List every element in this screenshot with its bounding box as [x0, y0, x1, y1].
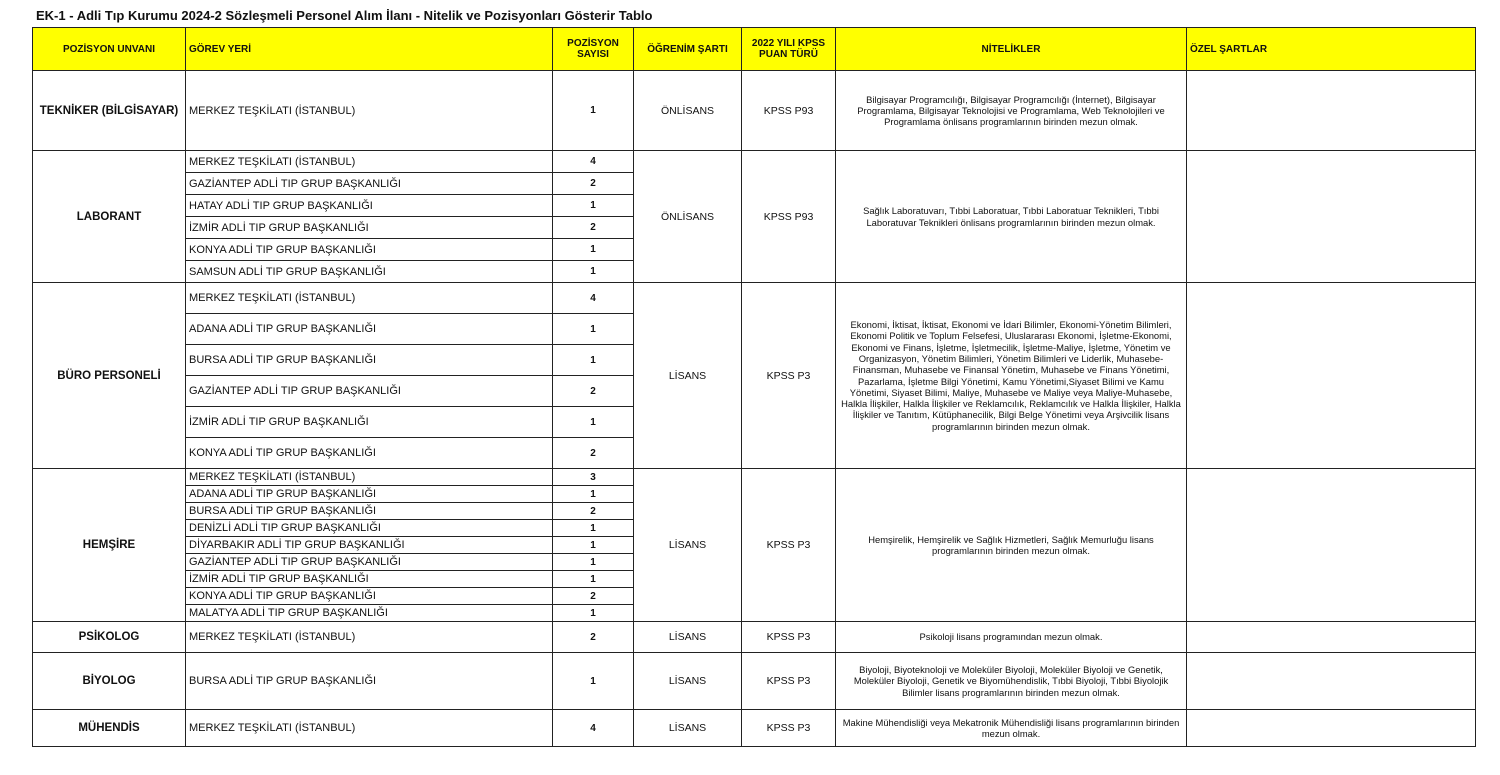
location-cell: MERKEZ TEŞKİLATI (İSTANBUL) [186, 622, 553, 653]
position-count-cell: 4 [553, 710, 634, 747]
kpss-score-type: KPSS P3 [742, 469, 836, 622]
kpss-score-type: KPSS P3 [742, 653, 836, 710]
header-ozel-sartlar: ÖZEL ŞARTLAR [1187, 28, 1476, 71]
position-count-cell: 1 [553, 239, 634, 261]
position-title: MÜHENDİS [33, 710, 186, 747]
position-title: BİYOLOG [33, 653, 186, 710]
special-conditions-cell [1187, 469, 1476, 622]
education-requirement: LİSANS [634, 653, 742, 710]
qualifications-text: Hemşirelik, Hemşirelik ve Sağlık Hizmetleri, Sağlık Memurluğu lisans programlarının birinden mezun olmak. [836, 469, 1187, 622]
position-count-cell: 1 [553, 653, 634, 710]
location-cell: MERKEZ TEŞKİLATI (İSTANBUL) [186, 710, 553, 747]
special-conditions-cell [1187, 622, 1476, 653]
location-cell: İZMİR ADLİ TIP GRUP BAŞKANLIĞI [186, 217, 553, 239]
table-row [33, 710, 1476, 747]
position-count-cell: 1 [553, 520, 634, 537]
header-ogrenim-sarti: ÖĞRENİM ŞARTI [634, 28, 742, 71]
table-row [33, 469, 1476, 486]
location-cell: GAZİANTEP ADLİ TIP GRUP BAŞKANLIĞI [186, 173, 553, 195]
kpss-score-type: KPSS P3 [742, 622, 836, 653]
position-count-cell: 1 [553, 195, 634, 217]
header-pozisyon-unvani: POZİSYON UNVANI [33, 28, 186, 71]
positions-table [32, 27, 1476, 747]
header-row [33, 28, 1476, 71]
position-count-cell: 1 [553, 261, 634, 283]
header-pozisyon-sayisi: POZİSYON SAYISI [553, 28, 634, 71]
location-cell: ADANA ADLİ TIP GRUP BAŞKANLIĞI [186, 486, 553, 503]
location-cell: ADANA ADLİ TIP GRUP BAŞKANLIĞI [186, 314, 553, 345]
location-cell: BURSA ADLİ TIP GRUP BAŞKANLIĞI [186, 503, 553, 520]
position-count-cell: 2 [553, 588, 634, 605]
position-count-cell: 4 [553, 151, 634, 173]
position-count-cell: 1 [553, 407, 634, 438]
header-nitelikler: NİTELİKLER [836, 28, 1187, 71]
location-cell: HATAY ADLİ TIP GRUP BAŞKANLIĞI [186, 195, 553, 217]
position-count-cell: 2 [553, 438, 634, 469]
position-count-cell: 1 [553, 605, 634, 622]
special-conditions-cell [1187, 283, 1476, 469]
position-count-cell: 1 [553, 571, 634, 588]
position-count-cell: 2 [553, 622, 634, 653]
qualifications-text: Bilgisayar Programcılığı, Bilgisayar Programcılığı (İnternet), Bilgisayar Programlama, Bilgisayar Teknolojisi ve Programlama, Web Teknolojileri ve Programlama önlisans programlarının birinden mezun olmak. [836, 71, 1187, 151]
qualifications-text: Ekonomi, İktisat, İktisat, Ekonomi ve İdari Bilimler, Ekonomi-Yönetim Bilimleri, Ekonomi Politik ve Toplum Felsefesi, Uluslararası Ekonomi, İşletme-Ekonomi, Ekonomi ve Finans, İşletme, İşletmecilik, İşletme-Maliye, İşletme, Yönetim ve Organizasyon, Yönetim Bilimleri, Yönetim Bilimleri ve Liderlik, Muhasebe-Finansman, Muhasebe ve Finansal Yönetim, Muhasebe ve Finans Yönetimi, Pazarlama, İşletme Bilgi Yönetimi, Kamu Yönetimi,Siyaset Bilimi ve Kamu Yönetimi, Siyaset Bilimi, Maliye, Muhasebe ve Maliye veya Maliye-Muhasebe, Halkla İlişkiler, Halkla İlişkiler ve Reklamcılık, Reklamcılık ve Halkla İlişkiler, Halkla İlişkiler ve Tanıtım, Kütüphanecilik, Bilgi Belge Yönetimi veya Arşivcilik lisans programlarının birinden mezun olmak. [836, 283, 1187, 469]
location-cell: GAZİANTEP ADLİ TIP GRUP BAŞKANLIĞI [186, 376, 553, 407]
location-cell: KONYA ADLİ TIP GRUP BAŞKANLIĞI [186, 588, 553, 605]
location-cell: MERKEZ TEŞKİLATI (İSTANBUL) [186, 283, 553, 314]
position-count-cell: 4 [553, 283, 634, 314]
qualifications-text: Sağlık Laboratuvarı, Tıbbi Laboratuar, Tıbbi Laboratuar Teknikleri, Tıbbi Laboratuvar Teknikleri önlisans programlarının birinden mezun olmak. [836, 151, 1187, 283]
location-cell: MERKEZ TEŞKİLATI (İSTANBUL) [186, 151, 553, 173]
position-count-cell: 1 [553, 486, 634, 503]
special-conditions-cell [1187, 710, 1476, 747]
position-title: TEKNİKER (BİLGİSAYAR) [33, 71, 186, 151]
position-count-cell: 1 [553, 554, 634, 571]
header-kpss-puan-turu: 2022 YILI KPSS PUAN TÜRÜ [742, 28, 836, 71]
position-title: HEMŞİRE [33, 469, 186, 622]
education-requirement: LİSANS [634, 469, 742, 622]
qualifications-text: Makine Mühendisliği veya Mekatronik Mühendisliği lisans programlarının birinden mezun olmak. [836, 710, 1187, 747]
position-title: BÜRO PERSONELİ [33, 283, 186, 469]
table-row [33, 653, 1476, 710]
education-requirement: LİSANS [634, 283, 742, 469]
education-requirement: LİSANS [634, 622, 742, 653]
header-gorev-yeri: GÖREV YERİ [186, 28, 553, 71]
kpss-score-type: KPSS P3 [742, 710, 836, 747]
qualifications-text: Psikoloji lisans programından mezun olmak. [836, 622, 1187, 653]
position-count-cell: 2 [553, 503, 634, 520]
location-cell: KONYA ADLİ TIP GRUP BAŞKANLIĞI [186, 438, 553, 469]
location-cell: MERKEZ TEŞKİLATI (İSTANBUL) [186, 71, 553, 151]
position-count-cell: 1 [553, 537, 634, 554]
location-cell: SAMSUN ADLİ TIP GRUP BAŞKANLIĞI [186, 261, 553, 283]
location-cell: BURSA ADLİ TIP GRUP BAŞKANLIĞI [186, 653, 553, 710]
table-row [33, 622, 1476, 653]
location-cell: GAZİANTEP ADLİ TIP GRUP BAŞKANLIĞI [186, 554, 553, 571]
location-cell: MERKEZ TEŞKİLATI (İSTANBUL) [186, 469, 553, 486]
location-cell: İZMİR ADLİ TIP GRUP BAŞKANLIĞI [186, 407, 553, 438]
table-row [33, 283, 1476, 314]
position-count-cell: 3 [553, 469, 634, 486]
table-row [33, 151, 1476, 173]
position-count-cell: 2 [553, 376, 634, 407]
position-title: LABORANT [33, 151, 186, 283]
position-count-cell: 2 [553, 217, 634, 239]
position-count-cell: 1 [553, 345, 634, 376]
position-count-cell: 2 [553, 173, 634, 195]
table-row [33, 71, 1476, 151]
kpss-score-type: KPSS P3 [742, 283, 836, 469]
location-cell: DENİZLİ ADLİ TIP GRUP BAŞKANLIĞI [186, 520, 553, 537]
location-cell: DİYARBAKIR ADLİ TIP GRUP BAŞKANLIĞI [186, 537, 553, 554]
special-conditions-cell [1187, 71, 1476, 151]
kpss-score-type: KPSS P93 [742, 71, 836, 151]
location-cell: İZMİR ADLİ TIP GRUP BAŞKANLIĞI [186, 571, 553, 588]
location-cell: KONYA ADLİ TIP GRUP BAŞKANLIĞI [186, 239, 553, 261]
qualifications-text: Biyoloji, Biyoteknoloji ve Moleküler Biyoloji, Moleküler Biyoloji ve Genetik, Moleküler Biyoloji, Genetik ve Biyomühendislik, Tıbbi Biyoloji, Tıbbi Biyolojik Bilimler lisans programlarının birinden mezun olmak. [836, 653, 1187, 710]
education-requirement: ÖNLİSANS [634, 71, 742, 151]
education-requirement: ÖNLİSANS [634, 151, 742, 283]
location-cell: MALATYA ADLİ TIP GRUP BAŞKANLIĞI [186, 605, 553, 622]
document-title: EK-1 - Adli Tıp Kurumu 2024-2 Sözleşmeli Personel Alım İlanı - Nitelik ve Pozisyonları Gösterir Tablo [36, 8, 653, 23]
special-conditions-cell [1187, 653, 1476, 710]
position-count-cell: 1 [553, 314, 634, 345]
position-count-cell: 1 [553, 71, 634, 151]
table-body [33, 71, 1476, 747]
location-cell: BURSA ADLİ TIP GRUP BAŞKANLIĞI [186, 345, 553, 376]
special-conditions-cell [1187, 151, 1476, 283]
education-requirement: LİSANS [634, 710, 742, 747]
position-title: PSİKOLOG [33, 622, 186, 653]
kpss-score-type: KPSS P93 [742, 151, 836, 283]
